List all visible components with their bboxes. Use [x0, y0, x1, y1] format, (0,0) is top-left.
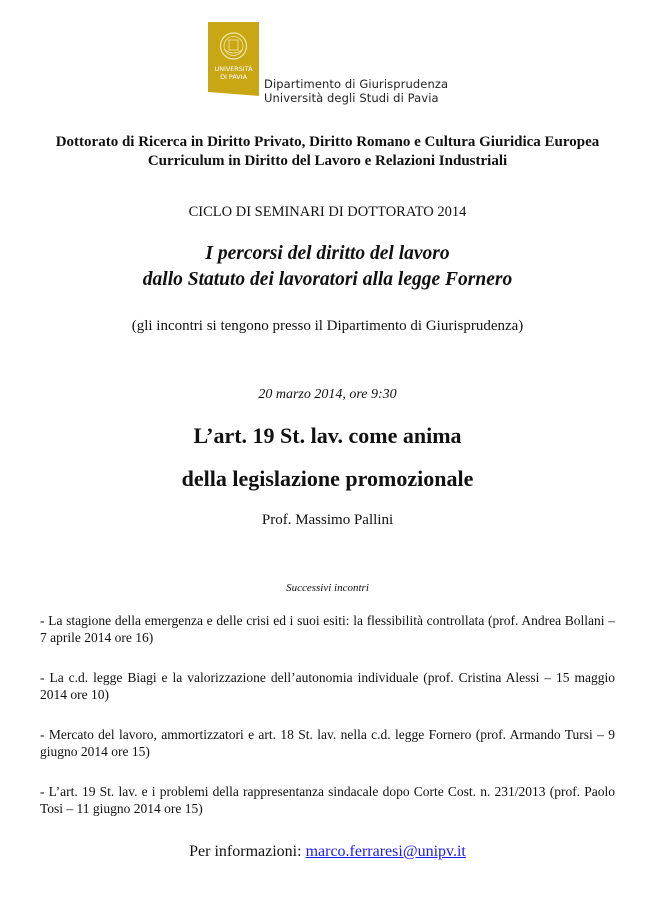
- series-title-line2: dallo Statuto dei lavoratori alla legge Fornero: [142, 269, 513, 290]
- doctorate-header: [0, 133, 655, 171]
- location-note: (gli incontri si tengono presso il Dipartimento di Giurisprudenza): [131, 318, 524, 334]
- contact-label: Per informazioni:: [189, 843, 302, 860]
- event-item: - Mercato del lavoro, ammortizzatori e art. 18 St. lav. nella c.d. legge Fornero (prof. Armando Tursi – 9 giugno 2014 ore 15): [40, 727, 615, 759]
- event-item: - La c.d. legge Biagi e la valorizzazione dell’autonomia individuale (prof. Cristina Alessi – 15 maggio 2014 ore 10): [40, 670, 615, 702]
- doctorate-title: Dottorato di Ricerca in Diritto Privato, Diritto Romano e Cultura Giuridica Europea: [55, 134, 600, 150]
- university-name: Università degli Studi di Pavia: [264, 91, 439, 105]
- logo-text-line1: UNIVERSITÀ: [214, 65, 253, 73]
- featured-speaker: Prof. Massimo Pallini: [261, 512, 394, 528]
- university-logo: [208, 22, 259, 96]
- contact-email-link[interactable]: marco.ferraresi@unipv.it: [305, 843, 466, 860]
- university-seal-icon: [208, 22, 259, 96]
- series-title-line1: I percorsi del diritto del lavoro: [205, 243, 450, 264]
- logo-text-line2: DI PAVIA: [220, 73, 247, 81]
- contact-line: [0, 843, 655, 861]
- event-item: - L’art. 19 St. lav. e i problemi della rappresentanza sindacale dopo Corte Cost. n. 231/2013 (prof. Paolo Tosi – 11 giugno 2014 ore 15): [40, 784, 615, 816]
- featured-title-line1: L’art. 19 St. lav. come anima: [193, 423, 462, 448]
- series-title: [0, 241, 655, 293]
- event-item: - La stagione della emergenza e delle crisi ed i suoi esiti: la flessibilità controllata (prof. Andrea Bollani – 7 aprile 2014 ore 16): [40, 613, 615, 645]
- curriculum-title: Curriculum in Diritto del Lavoro e Relazioni Industriali: [147, 153, 508, 169]
- next-events-label: Successivi incontri: [286, 582, 369, 594]
- department-name: Dipartimento di Giurisprudenza: [264, 77, 449, 91]
- events-list: [40, 612, 615, 840]
- department-block: [264, 77, 448, 105]
- featured-title-line2: della legislazione promozionale: [181, 466, 474, 491]
- featured-date: 20 marzo 2014, ore 9:30: [258, 387, 397, 402]
- seminar-cycle-title: CICLO DI SEMINARI DI DOTTORATO 2014: [188, 204, 467, 220]
